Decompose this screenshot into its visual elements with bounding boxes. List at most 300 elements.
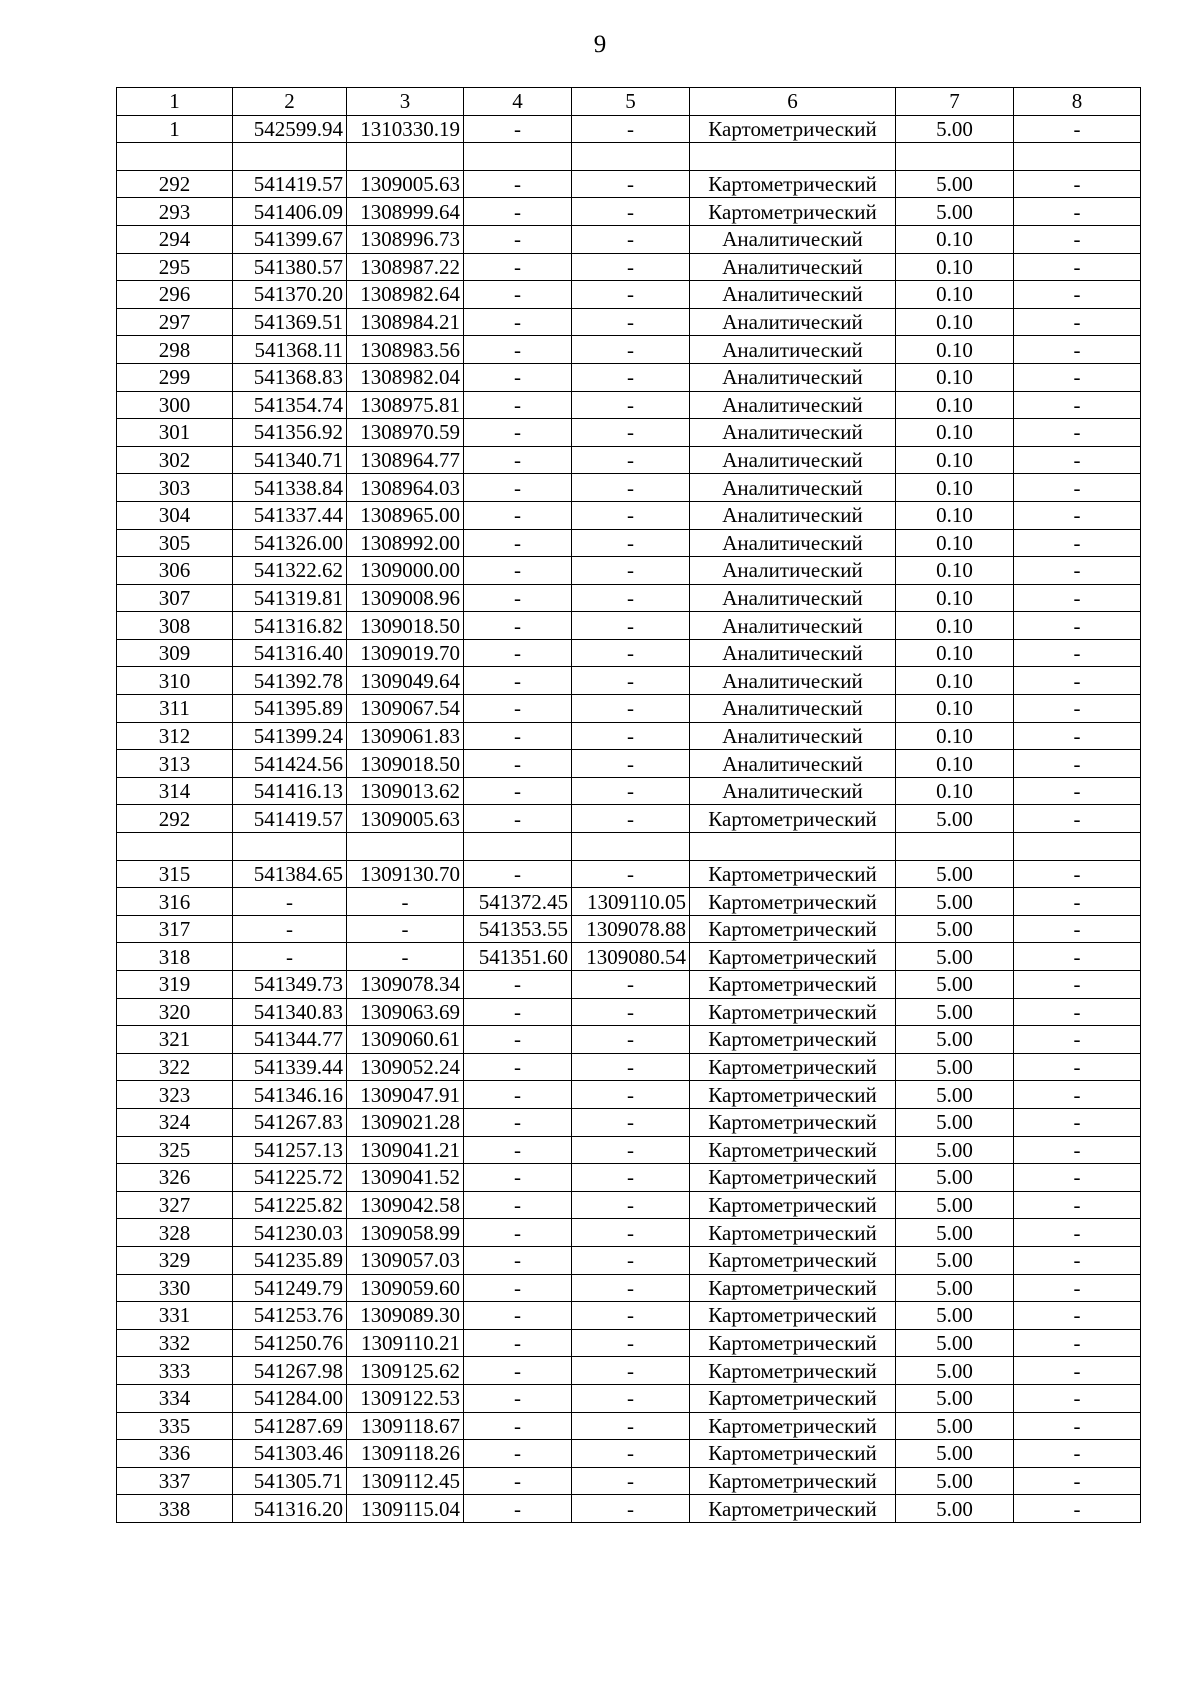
y-coordinate-cell: 1309047.91: [347, 1081, 464, 1109]
table-row: [117, 805, 1141, 833]
description-cell: -: [1014, 1440, 1141, 1468]
x-new-coordinate-cell: -: [464, 1329, 572, 1357]
method-cell: Аналитический: [690, 391, 896, 419]
y-new-coordinate-cell: -: [572, 777, 690, 805]
x-coordinate-cell: 541287.69: [233, 1412, 347, 1440]
point-number-cell: 295: [117, 253, 233, 281]
description-cell: -: [1014, 225, 1141, 253]
table-row: [117, 363, 1141, 391]
method-cell: Картометрический: [690, 1108, 896, 1136]
point-number-cell: 337: [117, 1467, 233, 1495]
x-coordinate-cell: 541368.83: [233, 363, 347, 391]
accuracy-cell: 0.10: [896, 225, 1014, 253]
method-cell: Аналитический: [690, 750, 896, 778]
accuracy-cell: 5.00: [896, 1467, 1014, 1495]
y-new-coordinate-cell: -: [572, 1053, 690, 1081]
x-new-coordinate-cell: -: [464, 777, 572, 805]
y-coordinate-cell: 1309061.83: [347, 722, 464, 750]
point-number-cell: [117, 833, 233, 861]
y-new-coordinate-cell: -: [572, 1329, 690, 1357]
description-cell: -: [1014, 750, 1141, 778]
description-cell: -: [1014, 529, 1141, 557]
method-cell: Картометрический: [690, 971, 896, 999]
point-number-cell: 1: [117, 115, 233, 143]
y-coordinate-cell: 1308992.00: [347, 529, 464, 557]
description-cell: -: [1014, 612, 1141, 640]
table-row: [117, 1219, 1141, 1247]
y-new-coordinate-cell: -: [572, 1467, 690, 1495]
point-number-cell: [117, 143, 233, 171]
method-cell: Картометрический: [690, 1164, 896, 1192]
table-row: [117, 639, 1141, 667]
y-new-coordinate-cell: -: [572, 722, 690, 750]
y-coordinate-cell: 1308987.22: [347, 253, 464, 281]
accuracy-cell: 5.00: [896, 1053, 1014, 1081]
x-new-coordinate-cell: -: [464, 695, 572, 723]
x-coordinate-cell: 541354.74: [233, 391, 347, 419]
x-new-coordinate-cell: -: [464, 363, 572, 391]
point-number-cell: 301: [117, 419, 233, 447]
x-coordinate-cell: 541380.57: [233, 253, 347, 281]
y-coordinate-cell: 1309019.70: [347, 639, 464, 667]
y-new-coordinate-cell: -: [572, 584, 690, 612]
y-coordinate-cell: 1309018.50: [347, 612, 464, 640]
y-new-coordinate-cell: -: [572, 639, 690, 667]
table-row: [117, 1440, 1141, 1468]
y-new-coordinate-cell: -: [572, 253, 690, 281]
x-coordinate-cell: 541340.83: [233, 998, 347, 1026]
y-new-coordinate-cell: -: [572, 557, 690, 585]
x-coordinate-cell: 541419.57: [233, 170, 347, 198]
x-coordinate-cell: 541337.44: [233, 501, 347, 529]
accuracy-cell: [896, 833, 1014, 861]
table-row: [117, 1495, 1141, 1523]
point-number-cell: 292: [117, 170, 233, 198]
method-cell: Аналитический: [690, 419, 896, 447]
accuracy-cell: 5.00: [896, 1108, 1014, 1136]
y-new-coordinate-cell: -: [572, 446, 690, 474]
accuracy-cell: 5.00: [896, 198, 1014, 226]
y-new-coordinate-cell: -: [572, 115, 690, 143]
method-cell: Аналитический: [690, 695, 896, 723]
x-new-coordinate-cell: -: [464, 1412, 572, 1440]
point-number-cell: 294: [117, 225, 233, 253]
description-cell: -: [1014, 446, 1141, 474]
method-cell: Картометрический: [690, 805, 896, 833]
table-row: [117, 198, 1141, 226]
method-cell: Картометрический: [690, 1440, 896, 1468]
accuracy-cell: 5.00: [896, 860, 1014, 888]
accuracy-cell: 0.10: [896, 474, 1014, 502]
point-number-cell: 325: [117, 1136, 233, 1164]
description-cell: -: [1014, 1164, 1141, 1192]
y-new-coordinate-cell: -: [572, 971, 690, 999]
accuracy-cell: 5.00: [896, 1384, 1014, 1412]
method-cell: Картометрический: [690, 198, 896, 226]
x-coordinate-cell: 541356.92: [233, 419, 347, 447]
y-coordinate-cell: 1308975.81: [347, 391, 464, 419]
point-number-cell: 323: [117, 1081, 233, 1109]
y-new-coordinate-cell: -: [572, 501, 690, 529]
x-coordinate-cell: 541424.56: [233, 750, 347, 778]
accuracy-cell: 5.00: [896, 1164, 1014, 1192]
x-coordinate-cell: 541225.82: [233, 1191, 347, 1219]
x-coordinate-cell: 541399.24: [233, 722, 347, 750]
accuracy-cell: 0.10: [896, 308, 1014, 336]
point-number-cell: 300: [117, 391, 233, 419]
accuracy-cell: 0.10: [896, 584, 1014, 612]
accuracy-cell: 5.00: [896, 915, 1014, 943]
table-row: [117, 612, 1141, 640]
table-row: [117, 1026, 1141, 1054]
accuracy-cell: 0.10: [896, 667, 1014, 695]
table-row: [117, 529, 1141, 557]
method-cell: Аналитический: [690, 446, 896, 474]
y-new-coordinate-cell: -: [572, 1440, 690, 1468]
y-new-coordinate-cell: -: [572, 998, 690, 1026]
x-new-coordinate-cell: -: [464, 308, 572, 336]
accuracy-cell: 0.10: [896, 639, 1014, 667]
y-new-coordinate-cell: -: [572, 612, 690, 640]
point-number-cell: 335: [117, 1412, 233, 1440]
description-cell: -: [1014, 1412, 1141, 1440]
method-cell: Аналитический: [690, 225, 896, 253]
y-new-coordinate-cell: -: [572, 198, 690, 226]
y-coordinate-cell: 1309058.99: [347, 1219, 464, 1247]
y-new-coordinate-cell: -: [572, 695, 690, 723]
x-coordinate-cell: 541384.65: [233, 860, 347, 888]
x-coordinate-cell: [233, 833, 347, 861]
y-coordinate-cell: 1309042.58: [347, 1191, 464, 1219]
method-cell: Аналитический: [690, 557, 896, 585]
x-coordinate-cell: 541267.98: [233, 1357, 347, 1385]
accuracy-cell: 5.00: [896, 1274, 1014, 1302]
header-cell: 8: [1014, 88, 1141, 116]
table-row: [117, 667, 1141, 695]
description-cell: [1014, 143, 1141, 171]
x-coordinate-cell: 541339.44: [233, 1053, 347, 1081]
accuracy-cell: 5.00: [896, 1246, 1014, 1274]
y-coordinate-cell: 1310330.19: [347, 115, 464, 143]
point-number-cell: 296: [117, 281, 233, 309]
x-new-coordinate-cell: -: [464, 474, 572, 502]
description-cell: -: [1014, 888, 1141, 916]
y-coordinate-cell: 1308964.03: [347, 474, 464, 502]
x-new-coordinate-cell: 541372.45: [464, 888, 572, 916]
y-new-coordinate-cell: -: [572, 529, 690, 557]
table-row: [117, 557, 1141, 585]
y-coordinate-cell: 1309060.61: [347, 1026, 464, 1054]
table-row: [117, 1274, 1141, 1302]
method-cell: Картометрический: [690, 1274, 896, 1302]
point-number-cell: 307: [117, 584, 233, 612]
x-coordinate-cell: 541316.40: [233, 639, 347, 667]
x-coordinate-cell: 541249.79: [233, 1274, 347, 1302]
header-cell: 1: [117, 88, 233, 116]
method-cell: Картометрический: [690, 1357, 896, 1385]
method-cell: Аналитический: [690, 474, 896, 502]
description-cell: -: [1014, 170, 1141, 198]
header-cell: 3: [347, 88, 464, 116]
x-coordinate-cell: 541250.76: [233, 1329, 347, 1357]
accuracy-cell: 5.00: [896, 1357, 1014, 1385]
accuracy-cell: 5.00: [896, 1302, 1014, 1330]
y-coordinate-cell: 1309057.03: [347, 1246, 464, 1274]
accuracy-cell: 5.00: [896, 1329, 1014, 1357]
header-cell: 4: [464, 88, 572, 116]
point-number-cell: 321: [117, 1026, 233, 1054]
y-coordinate-cell: 1309067.54: [347, 695, 464, 723]
description-cell: -: [1014, 1026, 1141, 1054]
accuracy-cell: 0.10: [896, 612, 1014, 640]
description-cell: -: [1014, 1219, 1141, 1247]
table-row: [117, 722, 1141, 750]
table-row: [117, 474, 1141, 502]
point-number-cell: 318: [117, 943, 233, 971]
y-new-coordinate-cell: -: [572, 336, 690, 364]
table-row: [117, 308, 1141, 336]
point-number-cell: 317: [117, 915, 233, 943]
table-row: [117, 943, 1141, 971]
point-number-cell: 312: [117, 722, 233, 750]
description-cell: -: [1014, 695, 1141, 723]
point-number-cell: 333: [117, 1357, 233, 1385]
description-cell: -: [1014, 971, 1141, 999]
point-number-cell: 315: [117, 860, 233, 888]
x-new-coordinate-cell: -: [464, 446, 572, 474]
x-new-coordinate-cell: -: [464, 1467, 572, 1495]
y-coordinate-cell: 1309008.96: [347, 584, 464, 612]
method-cell: Картометрический: [690, 1384, 896, 1412]
y-new-coordinate-cell: -: [572, 750, 690, 778]
x-coordinate-cell: 541225.72: [233, 1164, 347, 1192]
point-number-cell: 297: [117, 308, 233, 336]
y-new-coordinate-cell: -: [572, 805, 690, 833]
table-row: [117, 1302, 1141, 1330]
accuracy-cell: 5.00: [896, 888, 1014, 916]
method-cell: Картометрический: [690, 170, 896, 198]
point-number-cell: 329: [117, 1246, 233, 1274]
y-new-coordinate-cell: -: [572, 1164, 690, 1192]
table-row: [117, 777, 1141, 805]
x-new-coordinate-cell: -: [464, 1164, 572, 1192]
x-new-coordinate-cell: -: [464, 1136, 572, 1164]
x-coordinate-cell: 541406.09: [233, 198, 347, 226]
y-new-coordinate-cell: -: [572, 1026, 690, 1054]
accuracy-cell: 5.00: [896, 1026, 1014, 1054]
description-cell: -: [1014, 1053, 1141, 1081]
accuracy-cell: 0.10: [896, 750, 1014, 778]
point-number-cell: 324: [117, 1108, 233, 1136]
method-cell: Картометрический: [690, 1412, 896, 1440]
point-number-cell: 316: [117, 888, 233, 916]
x-new-coordinate-cell: -: [464, 1219, 572, 1247]
y-coordinate-cell: [347, 143, 464, 171]
table-row: [117, 1136, 1141, 1164]
x-new-coordinate-cell: -: [464, 998, 572, 1026]
x-coordinate-cell: 541235.89: [233, 1246, 347, 1274]
point-number-cell: 311: [117, 695, 233, 723]
y-coordinate-cell: 1309041.21: [347, 1136, 464, 1164]
table-row: [117, 419, 1141, 447]
y-new-coordinate-cell: -: [572, 391, 690, 419]
x-new-coordinate-cell: -: [464, 1246, 572, 1274]
x-new-coordinate-cell: -: [464, 722, 572, 750]
y-coordinate-cell: 1309118.26: [347, 1440, 464, 1468]
x-new-coordinate-cell: -: [464, 198, 572, 226]
method-cell: Аналитический: [690, 281, 896, 309]
method-cell: Картометрический: [690, 1329, 896, 1357]
y-new-coordinate-cell: -: [572, 170, 690, 198]
x-new-coordinate-cell: -: [464, 612, 572, 640]
accuracy-cell: 0.10: [896, 777, 1014, 805]
y-new-coordinate-cell: 1309078.88: [572, 915, 690, 943]
point-number-cell: 319: [117, 971, 233, 999]
y-coordinate-cell: 1309118.67: [347, 1412, 464, 1440]
y-coordinate-cell: 1309021.28: [347, 1108, 464, 1136]
description-cell: -: [1014, 419, 1141, 447]
y-coordinate-cell: 1308964.77: [347, 446, 464, 474]
coordinates-table: [116, 87, 1141, 1523]
y-coordinate-cell: 1309013.62: [347, 777, 464, 805]
table-row: [117, 750, 1141, 778]
x-new-coordinate-cell: -: [464, 1302, 572, 1330]
point-number-cell: 320: [117, 998, 233, 1026]
point-number-cell: 328: [117, 1219, 233, 1247]
accuracy-cell: 5.00: [896, 1081, 1014, 1109]
accuracy-cell: 0.10: [896, 363, 1014, 391]
description-cell: -: [1014, 1467, 1141, 1495]
x-coordinate-cell: 541326.00: [233, 529, 347, 557]
x-coordinate-cell: 541257.13: [233, 1136, 347, 1164]
method-cell: Аналитический: [690, 639, 896, 667]
table-row: [117, 170, 1141, 198]
x-new-coordinate-cell: -: [464, 115, 572, 143]
accuracy-cell: 5.00: [896, 1191, 1014, 1219]
point-number-cell: 293: [117, 198, 233, 226]
x-new-coordinate-cell: 541351.60: [464, 943, 572, 971]
x-new-coordinate-cell: -: [464, 667, 572, 695]
y-new-coordinate-cell: -: [572, 1191, 690, 1219]
description-cell: -: [1014, 1136, 1141, 1164]
method-cell: Картометрический: [690, 915, 896, 943]
x-new-coordinate-cell: -: [464, 253, 572, 281]
y-coordinate-cell: 1309049.64: [347, 667, 464, 695]
point-number-cell: 327: [117, 1191, 233, 1219]
y-coordinate-cell: 1309000.00: [347, 557, 464, 585]
y-coordinate-cell: -: [347, 915, 464, 943]
point-number-cell: 308: [117, 612, 233, 640]
table-row: [117, 1467, 1141, 1495]
table-row: [117, 391, 1141, 419]
y-coordinate-cell: 1309112.45: [347, 1467, 464, 1495]
point-number-cell: 298: [117, 336, 233, 364]
point-number-cell: 305: [117, 529, 233, 557]
x-coordinate-cell: 541346.16: [233, 1081, 347, 1109]
point-number-cell: 313: [117, 750, 233, 778]
x-new-coordinate-cell: -: [464, 225, 572, 253]
x-new-coordinate-cell: -: [464, 1191, 572, 1219]
table-header-row: [117, 88, 1141, 116]
accuracy-cell: 0.10: [896, 419, 1014, 447]
x-new-coordinate-cell: -: [464, 1026, 572, 1054]
accuracy-cell: 0.10: [896, 501, 1014, 529]
x-new-coordinate-cell: -: [464, 1081, 572, 1109]
y-coordinate-cell: 1308983.56: [347, 336, 464, 364]
accuracy-cell: 5.00: [896, 115, 1014, 143]
description-cell: -: [1014, 474, 1141, 502]
y-new-coordinate-cell: -: [572, 225, 690, 253]
method-cell: Аналитический: [690, 667, 896, 695]
y-coordinate-cell: 1308996.73: [347, 225, 464, 253]
table-row: [117, 1108, 1141, 1136]
x-coordinate-cell: 541316.20: [233, 1495, 347, 1523]
x-coordinate-cell: -: [233, 915, 347, 943]
x-new-coordinate-cell: -: [464, 1495, 572, 1523]
description-cell: -: [1014, 667, 1141, 695]
point-number-cell: 303: [117, 474, 233, 502]
x-new-coordinate-cell: 541353.55: [464, 915, 572, 943]
point-number-cell: 322: [117, 1053, 233, 1081]
table-row: [117, 1164, 1141, 1192]
accuracy-cell: 5.00: [896, 1219, 1014, 1247]
description-cell: -: [1014, 1246, 1141, 1274]
table-row: [117, 225, 1141, 253]
x-coordinate-cell: 541284.00: [233, 1384, 347, 1412]
table-row: [117, 336, 1141, 364]
method-cell: Картометрический: [690, 1219, 896, 1247]
y-new-coordinate-cell: 1309080.54: [572, 943, 690, 971]
point-number-cell: 292: [117, 805, 233, 833]
x-coordinate-cell: 541319.81: [233, 584, 347, 612]
method-cell: Аналитический: [690, 308, 896, 336]
y-new-coordinate-cell: -: [572, 363, 690, 391]
description-cell: -: [1014, 860, 1141, 888]
x-coordinate-cell: 541399.67: [233, 225, 347, 253]
method-cell: Картометрический: [690, 115, 896, 143]
point-number-cell: 314: [117, 777, 233, 805]
x-coordinate-cell: 541253.76: [233, 1302, 347, 1330]
y-coordinate-cell: [347, 833, 464, 861]
point-number-cell: 334: [117, 1384, 233, 1412]
accuracy-cell: 0.10: [896, 695, 1014, 723]
y-new-coordinate-cell: -: [572, 667, 690, 695]
method-cell: Аналитический: [690, 501, 896, 529]
y-coordinate-cell: 1309115.04: [347, 1495, 464, 1523]
x-coordinate-cell: 541322.62: [233, 557, 347, 585]
method-cell: Аналитический: [690, 336, 896, 364]
x-coordinate-cell: 541349.73: [233, 971, 347, 999]
x-new-coordinate-cell: -: [464, 639, 572, 667]
description-cell: -: [1014, 915, 1141, 943]
table-row: [117, 915, 1141, 943]
x-coordinate-cell: 541230.03: [233, 1219, 347, 1247]
accuracy-cell: 5.00: [896, 1495, 1014, 1523]
x-coordinate-cell: 541368.11: [233, 336, 347, 364]
description-cell: -: [1014, 943, 1141, 971]
y-coordinate-cell: 1309089.30: [347, 1302, 464, 1330]
method-cell: Картометрический: [690, 1026, 896, 1054]
description-cell: -: [1014, 1495, 1141, 1523]
table-row: [117, 1081, 1141, 1109]
x-new-coordinate-cell: -: [464, 1440, 572, 1468]
y-new-coordinate-cell: 1309110.05: [572, 888, 690, 916]
x-new-coordinate-cell: -: [464, 1384, 572, 1412]
accuracy-cell: 5.00: [896, 943, 1014, 971]
table-row: [117, 253, 1141, 281]
x-new-coordinate-cell: [464, 143, 572, 171]
table-row: [117, 998, 1141, 1026]
